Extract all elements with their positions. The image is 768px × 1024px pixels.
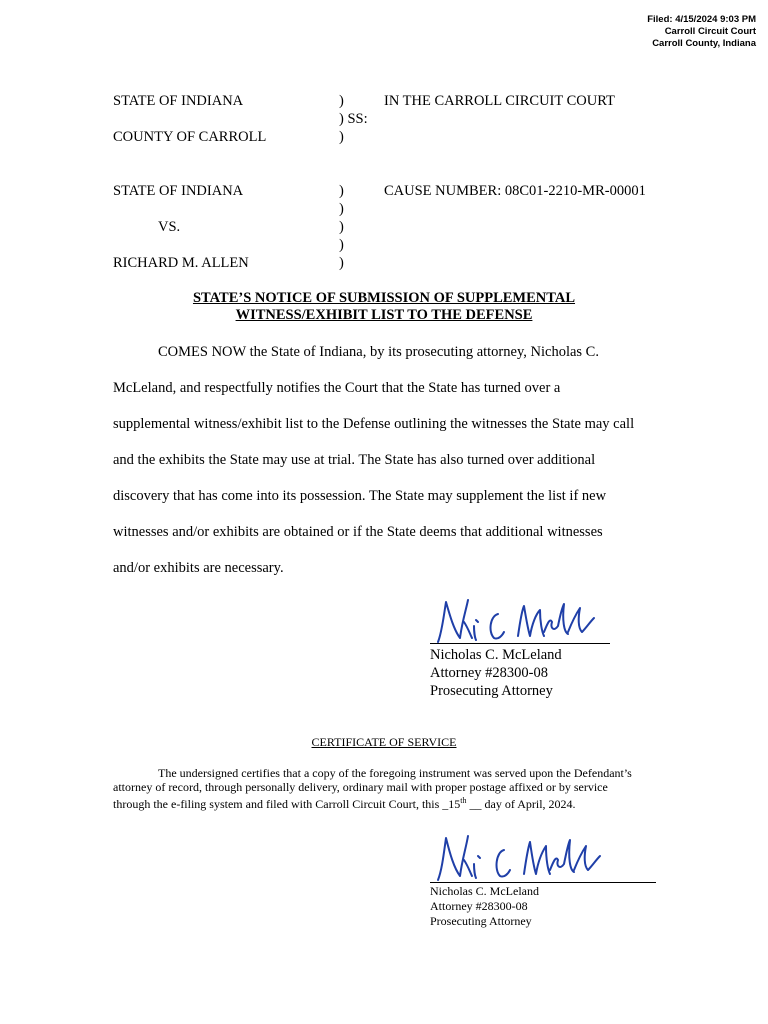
- signer-attorney-number: Attorney #28300-08: [430, 899, 528, 913]
- document-title-line2: WITNESS/EXHIBIT LIST TO THE DEFENSE: [235, 307, 533, 323]
- caption-party-defendant: RICHARD M. ALLEN: [113, 255, 249, 271]
- signer-name: Nicholas C. McLeland: [430, 884, 539, 898]
- body-line: McLeland, and respectfully notifies the Court that the State has turned over a: [113, 380, 561, 396]
- body-line: discovery that has come into its possession. The State may supplement the list if new: [113, 488, 607, 504]
- signer-name: Nicholas C. McLeland: [430, 647, 562, 663]
- caption-county: COUNTY OF CARROLL: [113, 129, 267, 145]
- handwritten-signature: [432, 830, 612, 886]
- signature-block: [430, 646, 562, 700]
- caption-ss: ) SS:: [339, 111, 368, 127]
- filing-date: Filed: 4/15/2024 9:03 PM: [647, 14, 756, 25]
- certificate-line: attorney of record, through personally delivery, ordinary mail with proper postage affixed or by service: [113, 780, 608, 794]
- certificate-text: __ day of April, 2024.: [466, 797, 576, 811]
- body-line: supplemental witness/exhibit list to the Defense outlining the witnesses the State may call: [113, 416, 635, 432]
- caption-paren: ): [339, 93, 344, 109]
- certificate-title: CERTIFICATE OF SERVICE: [311, 735, 457, 749]
- signature-line: [430, 643, 610, 644]
- caption-court: IN THE CARROLL CIRCUIT COURT: [384, 93, 615, 109]
- caption-paren: ): [339, 219, 344, 235]
- certificate-text: through the e-filing system and filed with Carroll Circuit Court, this _15: [113, 797, 461, 811]
- caption-paren: ): [339, 183, 344, 199]
- certificate-ordinal: th: [460, 796, 467, 805]
- filing-county: Carroll County, Indiana: [652, 38, 756, 49]
- signer-attorney-number: Attorney #28300-08: [430, 665, 548, 681]
- signature-line: [430, 882, 656, 883]
- caption-party-plaintiff: STATE OF INDIANA: [113, 183, 244, 199]
- body-line: witnesses and/or exhibits are obtained or if the State deems that additional witnesses: [113, 524, 603, 540]
- body-line: and/or exhibits are necessary.: [113, 560, 284, 576]
- document-title-line1: STATE’S NOTICE OF SUBMISSION OF SUPPLEMENTAL: [192, 290, 576, 306]
- caption-vs: VS.: [158, 219, 181, 235]
- caption-paren: ): [339, 129, 344, 145]
- caption-cause-number: CAUSE NUMBER: 08C01-2210-MR-00001: [384, 183, 646, 199]
- caption-state: STATE OF INDIANA: [113, 93, 244, 109]
- body-line: and the exhibits the State may use at trial. The State has also turned over additional: [113, 452, 596, 468]
- caption-paren: ): [339, 255, 344, 271]
- filing-court: Carroll Circuit Court: [664, 26, 756, 37]
- caption-paren: ): [339, 201, 344, 217]
- body-line: COMES NOW the State of Indiana, by its prosecuting attorney, Nicholas C.: [158, 344, 599, 360]
- filing-stamp: [647, 14, 756, 50]
- certificate-line: [113, 796, 576, 812]
- signer-role: Prosecuting Attorney: [430, 683, 553, 699]
- certificate-line: The undersigned certifies that a copy of the foregoing instrument was served upon the Defendant’s: [158, 766, 632, 780]
- signer-role: Prosecuting Attorney: [430, 914, 532, 928]
- caption-paren: ): [339, 237, 344, 253]
- signature-block: [430, 884, 539, 929]
